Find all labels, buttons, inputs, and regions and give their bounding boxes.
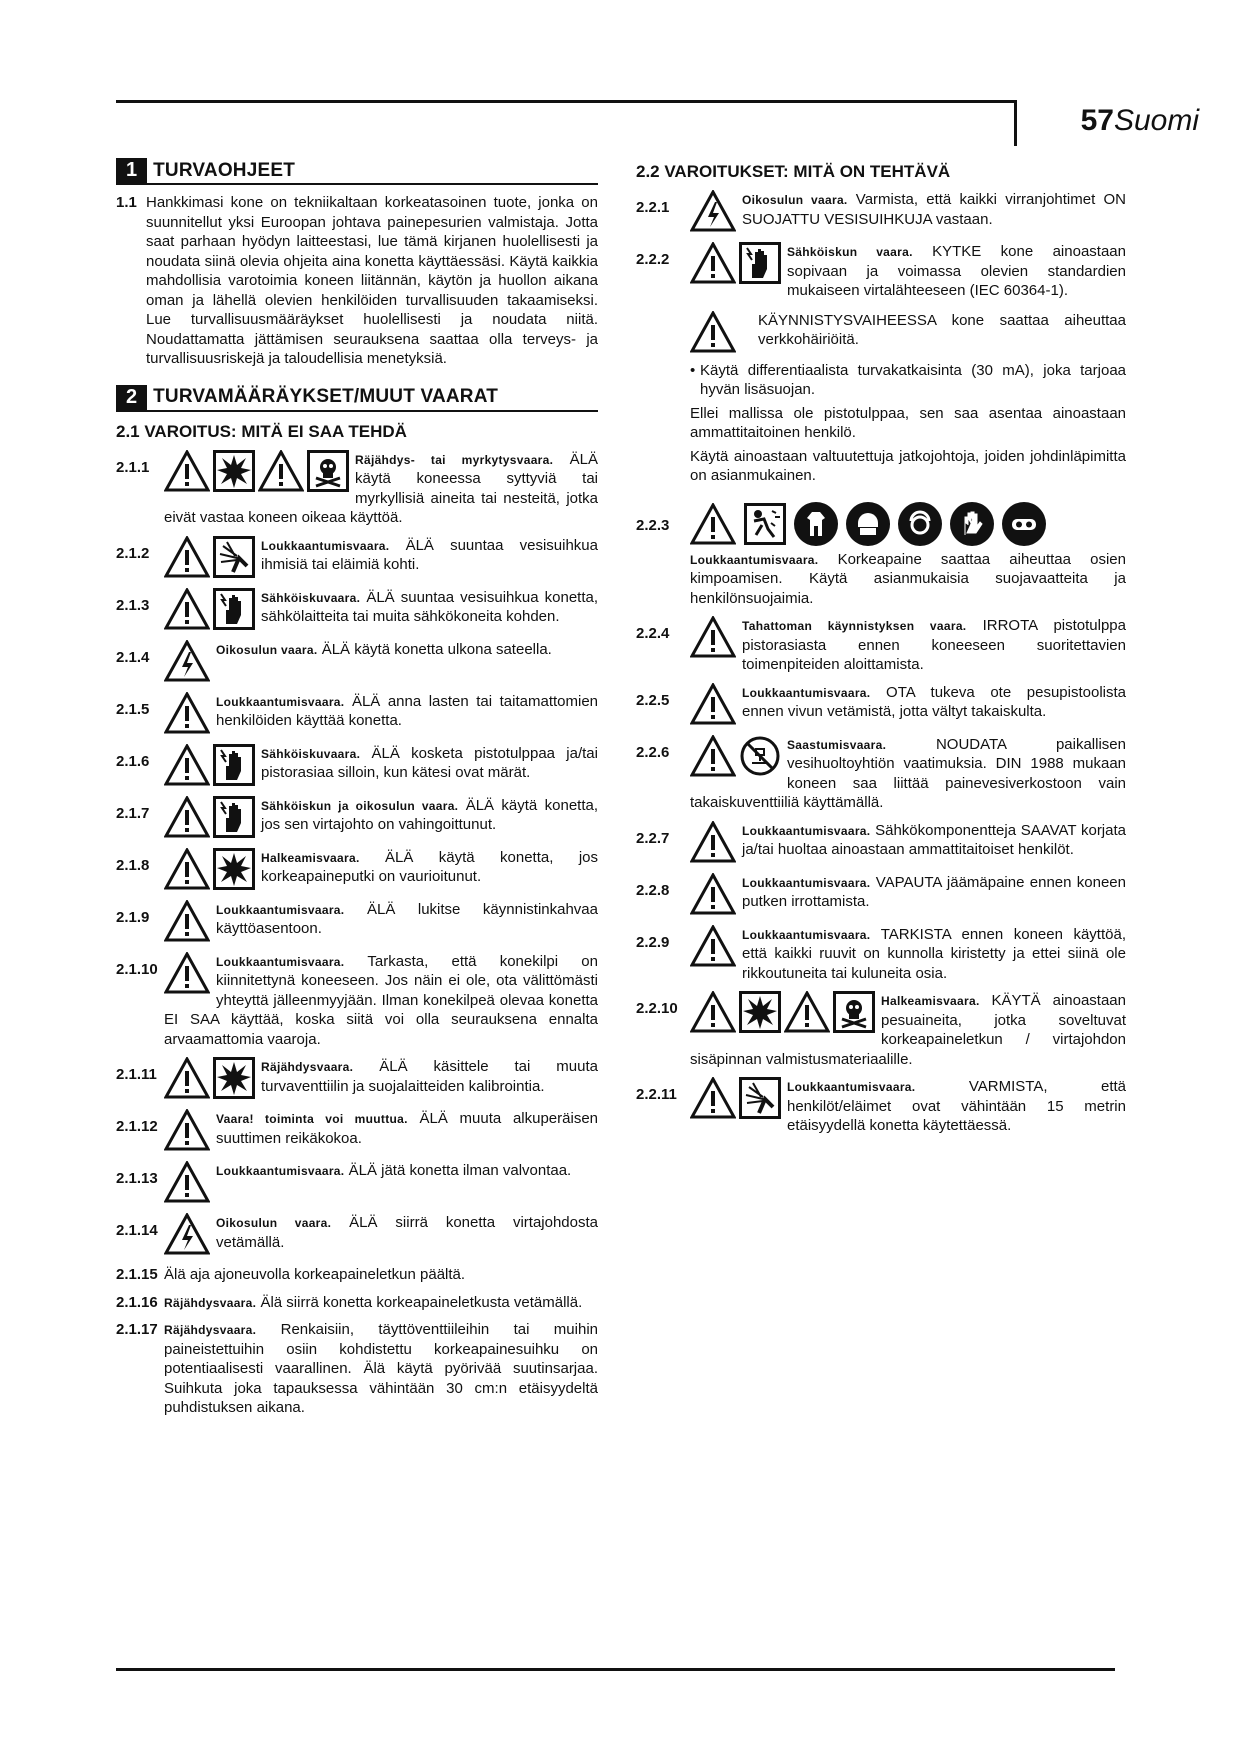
warning-triangle-icon xyxy=(164,952,210,994)
item-number: 2.1.17 xyxy=(116,1321,158,1338)
list-item xyxy=(636,496,1126,609)
left-item-list xyxy=(116,450,598,1418)
item-number: 2.2.7 xyxy=(636,829,670,847)
item-label: Loukkaantumisvaara. xyxy=(261,538,390,553)
list-item xyxy=(116,1213,598,1257)
plug-paragraph: Ellei mallissa ole pistotulppaa, sen saa asentaa ainoastaan ammattitaitoinen henkilö. xyxy=(690,404,1126,441)
electric-shock-triangle-icon xyxy=(164,1213,210,1255)
water-jet-injury-icon xyxy=(213,536,255,578)
safety-goggles-icon xyxy=(1002,502,1046,546)
item-text: TARKISTA ennen koneen käyttöä, että kaikki ruuvit on kunnolla kiristetty ja ettei siinä ole rikkoutuneita tai kuluneita osia. xyxy=(742,925,1126,982)
item-label: Halkeamisvaara. xyxy=(261,850,360,865)
item-label: Räjähdysvaara. xyxy=(261,1060,354,1074)
header-rule-tick xyxy=(1014,100,1017,146)
item-number: 2.1.4 xyxy=(116,648,150,666)
item-label: Oikosulun vaara. xyxy=(216,1216,332,1230)
list-item xyxy=(636,190,1126,234)
list-item xyxy=(116,1109,598,1153)
left-column xyxy=(116,158,598,1426)
item-text: ÄLÄ käytä koneessa syttyviä tai myrkyllisiä aineita tai nesteitä, jotka eivät vastaa koneen oikeaa käyttöä. xyxy=(164,450,599,526)
item-number: 2.1.3 xyxy=(116,596,150,614)
list-item xyxy=(116,796,598,840)
list-item xyxy=(636,735,1126,813)
subsection-2-2-title: 2.2 VAROITUKSET: MITÄ ON TEHTÄVÄ xyxy=(636,162,951,181)
item-number: 2.2.5 xyxy=(636,691,670,709)
item-label: Oikosulun vaara. xyxy=(216,642,318,657)
warning-triangle-icon xyxy=(164,744,210,786)
item-number: 2.2.4 xyxy=(636,625,670,642)
item-label: Sähköiskuvaara. xyxy=(261,746,361,761)
protective-clothing-icon xyxy=(794,502,838,546)
item-number: 2.2.2 xyxy=(636,251,670,268)
warning-triangle-icon xyxy=(690,683,736,725)
warning-triangle-icon xyxy=(164,450,210,492)
item-text: ÄLÄ käytä konetta ulkona sateella. xyxy=(321,640,552,658)
item-label: Loukkaantumisvaara. xyxy=(742,875,871,890)
item-number: 2.2.6 xyxy=(636,743,670,761)
item-text: VAPAUTA jäämäpaine ennen koneen putken irrottamista. xyxy=(742,873,1126,910)
warning-triangle-icon xyxy=(164,1057,210,1099)
hand-electric-shock-icon xyxy=(739,242,781,284)
page-number: 57 xyxy=(1080,104,1114,137)
item-label: Räjähdysvaara. xyxy=(164,1323,257,1337)
item-text: VARMISTA, että henkilöt/eläimet ovat vähintään 15 metrin etäisyydellä konetta käytettäessä. xyxy=(787,1078,1126,1134)
item-label: Loukkaantumisvaara. xyxy=(742,685,871,700)
item-number: 2.1.9 xyxy=(116,908,150,926)
right-item-list xyxy=(636,616,1126,1136)
item-label: Loukkaantumisvaara. xyxy=(216,902,345,917)
item-number: 2.1.7 xyxy=(116,804,150,822)
item-text: ÄLÄ suuntaa vesisuihkua ihmisiä tai eläimiä kohti. xyxy=(261,536,598,573)
item-text: ÄLÄ jätä konetta ilman valvontaa. xyxy=(348,1162,572,1179)
item-number: 2.2.9 xyxy=(636,933,670,951)
item-number: 2.1.12 xyxy=(116,1118,158,1135)
warning-triangle-icon xyxy=(690,503,736,545)
warning-triangle-icon xyxy=(690,873,736,915)
protective-gloves-icon xyxy=(950,502,994,546)
warning-triangle-icon xyxy=(164,900,210,942)
item-number: 2.1.5 xyxy=(116,700,150,718)
warning-triangle-icon xyxy=(690,616,736,658)
warning-triangle-icon xyxy=(784,991,830,1033)
intro-paragraph xyxy=(116,193,598,369)
startup-notice xyxy=(690,311,1126,355)
list-item xyxy=(116,1293,598,1313)
list-item xyxy=(116,692,598,736)
warning-triangle-icon xyxy=(690,1077,736,1119)
warning-triangle-icon xyxy=(258,450,304,492)
list-item xyxy=(116,744,598,788)
item-number: 2.1.14 xyxy=(116,1222,158,1239)
list-item xyxy=(636,873,1126,917)
list-item xyxy=(116,1320,598,1418)
item-number: 2.1.6 xyxy=(116,752,150,770)
face-shield-icon xyxy=(846,502,890,546)
subsection-2-1-title: 2.1 VAROITUS: MITÄ EI SAA TEHDÄ xyxy=(116,421,407,441)
bullet-text: Käytä differentiaalista turvakatkaisinta (30 mA), joka tarjoaa hyvän lisäsuojan. xyxy=(700,361,1126,398)
item-text: Tarkasta, että konekilpi on kiinnitettynä koneeseen. Jos näin ei ole, ota välittömästi yhteyttä jälleenmyyjään. Ilman konekilpeä olevaa konetta EI SAA käyttää, koska siitä voi olla seurauksena ennalta arvaamattomia vaaroja. xyxy=(164,952,598,1048)
item-number: 2.2.1 xyxy=(636,199,670,216)
hand-electric-shock-icon xyxy=(213,744,255,786)
item-number: 2.1.1 xyxy=(116,458,150,476)
warning-triangle-icon xyxy=(164,536,210,578)
list-item xyxy=(636,242,1126,301)
warning-triangle-icon xyxy=(690,242,736,284)
section-2-number: 2 xyxy=(116,385,147,410)
item-label: Tahattoman käynnistyksen vaara. xyxy=(742,619,967,633)
item-text: OTA tukeva ote pesupistoolista ennen vivun vetämistä, jotta vältyt takaiskulta. xyxy=(742,683,1127,720)
item-number: 2.2.3 xyxy=(636,516,670,534)
extension-paragraph: Käytä ainoastaan valtuutettuja jatkojohtoja, joiden johdinläpimitta on asianmukainen. xyxy=(690,447,1126,484)
item-text: Korkeapaine saattaa aiheuttaa osien kimpoamisen. Käytä asianmukaisia suojavaatteita ja henkilönsuojaimia. xyxy=(690,550,1126,607)
list-item xyxy=(116,536,598,580)
section-2-heading xyxy=(116,385,598,412)
item-label: Sähköiskun vaara. xyxy=(787,245,913,259)
warning-triangle-icon xyxy=(164,1109,210,1151)
explosion-icon xyxy=(213,450,255,492)
list-item xyxy=(116,640,598,684)
item-text: ÄLÄ käytä konetta, jos korkeapaineputki on vaurioitunut. xyxy=(261,848,598,885)
item-number: 2.1.13 xyxy=(116,1170,158,1187)
warning-triangle-icon xyxy=(690,735,736,777)
item-text: Sähkökomponentteja SAAVAT korjata ja/tai huoltaa ainoastaan ammattitaitoiset henkilöt. xyxy=(742,821,1126,858)
list-item xyxy=(636,821,1126,865)
item-number: 2.1.15 xyxy=(116,1266,158,1283)
item-label: Oikosulun vaara. xyxy=(742,193,848,207)
item-text: ÄLÄ käsittele tai muuta turvaventtiilin ja suojalaitteiden kalibrointia. xyxy=(261,1058,598,1095)
item-label: Sähköiskun ja oikosulun vaara. xyxy=(261,798,459,813)
explosion-icon xyxy=(213,1057,255,1099)
item-text: IRROTA pistotulppa pistorasiasta ennen koneeseen suoritettavien toimenpiteiden aloittamista. xyxy=(742,617,1126,673)
item-text: ÄLÄ muuta alkuperäisen suuttimen reikäkokoa. xyxy=(216,1110,599,1147)
bullet-item xyxy=(690,361,1126,400)
item-text: ÄLÄ anna lasten tai taitamattomien henkilöiden käyttää konetta. xyxy=(216,692,599,729)
warning-triangle-icon xyxy=(164,692,210,734)
list-item xyxy=(116,900,598,944)
warning-triangle-icon xyxy=(690,821,736,863)
list-item xyxy=(636,1077,1126,1136)
intro-text: Hankkimasi kone on tekniikaltaan korkeatasoinen tuote, jonka on suunnitellut yksi Euroopan johtava painepesurien valmistaja. Jotta saat parhaan hyödyn laitteestasi, lue tämä kirjanen huolellisesti ja noudata siinä olevia ohjeita aina konetta käyttäessäsi. Käytä kaikkia mahdollisia varotoimia koneen liitännän, käytön ja huollon aikana oman ja lähellä olevien henkilöiden turvallisuuden takaamiseksi. Lue turvallisuusmääräykset huolellisesti ja noudata niitä. Noudattamatta jättämisen seurauksena saattaa olla terveys- ja turvallisuusriskejä ja taloudellisia menetyksiä. xyxy=(146,194,598,367)
warning-triangle-icon xyxy=(164,796,210,838)
section-1-number: 1 xyxy=(116,158,147,183)
list-item xyxy=(116,1161,598,1205)
item-text: Älä siirrä konetta korkeapaineletkusta vetämällä. xyxy=(260,1293,583,1311)
item-label: Loukkaantumisvaara. xyxy=(690,552,819,567)
page-header xyxy=(1081,104,1199,138)
item-label: Loukkaantumisvaara. xyxy=(216,1164,345,1178)
list-item xyxy=(636,616,1126,675)
warning-triangle-icon xyxy=(690,925,736,967)
item-number: 2.2.8 xyxy=(636,881,670,899)
item-text: KYTKE kone ainoastaan sopivaan ja voimassa olevien standardien mukaiseen virtalähteeseen (IEC 60364-1). xyxy=(787,243,1126,299)
list-item xyxy=(116,848,598,892)
ppe-icon-row xyxy=(690,502,1126,546)
list-item xyxy=(116,1265,598,1285)
item-label: Loukkaantumisvaara. xyxy=(742,823,871,838)
item-label: Vaara! toiminta voi muuttua. xyxy=(216,1112,408,1126)
item-number: 2.1.16 xyxy=(116,1293,158,1311)
item-text: ÄLÄ lukitse käynnistinkahvaa käyttöasentoon. xyxy=(216,900,598,937)
right-column xyxy=(636,158,1126,1144)
section-1-heading xyxy=(116,158,598,185)
item-text: ÄLÄ suuntaa vesisuihkua konetta, sähkölaitteita tai muita sähkökoneita kohden. xyxy=(261,588,599,625)
skull-crossbones-icon xyxy=(833,991,875,1033)
intro-number: 1.1 xyxy=(116,194,137,211)
list-item xyxy=(116,588,598,632)
hand-electric-shock-icon xyxy=(213,588,255,630)
warning-triangle-icon xyxy=(690,311,736,353)
item-text: ÄLÄ siirrä konetta virtajohdosta vetämällä. xyxy=(216,1214,598,1251)
electric-shock-triangle-icon xyxy=(164,640,210,682)
item-text: ÄLÄ kosketa pistotulppaa ja/tai pistorasiaa silloin, kun kätesi ovat märät. xyxy=(261,744,598,781)
skull-crossbones-icon xyxy=(307,450,349,492)
bullet-dot: • xyxy=(690,361,696,379)
footer-rule xyxy=(116,1668,1115,1671)
item-text: Renkaisiin, täyttöventtiileihin tai muihin paineistettuihin osiin kohdistettu korkeapainesuihku on potentiaalisesti vaarallinen. Älä käytä pyörivää suutinsarjaa. Suihkuta joka tapauksessa vähintään 30 cm:n etäisyydeltä puhdistuksen aikana. xyxy=(164,1321,598,1416)
item-text: KÄYTÄ ainoastaan pesuaineita, jotka soveltuvat korkeapaineletkun / virtajohdon sisäpinnan valmistusmateriaalille. xyxy=(690,992,1126,1068)
warning-triangle-icon xyxy=(164,848,210,890)
electric-shock-triangle-icon xyxy=(690,190,736,232)
ear-protection-icon xyxy=(898,502,942,546)
item-text: ÄLÄ käytä konetta, jos sen virtajohto on vahingoittunut. xyxy=(261,796,599,833)
item-number: 2.1.2 xyxy=(116,544,150,562)
header-rule xyxy=(116,100,1016,103)
explosion-icon xyxy=(739,991,781,1033)
list-item xyxy=(636,925,1126,984)
explosion-icon xyxy=(213,848,255,890)
item-number: 2.2.10 xyxy=(636,1000,678,1017)
item-text: Älä aja ajoneuvolla korkeapaineletkun päältä. xyxy=(164,1266,466,1283)
item-label: Loukkaantumisvaara. xyxy=(216,954,345,969)
section-1-title: TURVAOHJEET xyxy=(153,159,296,181)
item-label: Räjähdysvaara. xyxy=(164,1295,257,1310)
item-number: 2.2.11 xyxy=(636,1086,677,1103)
item-label: Loukkaantumisvaara. xyxy=(742,927,871,942)
list-item xyxy=(116,450,598,528)
list-item xyxy=(116,952,598,1050)
item-label: Sähköiskuvaara. xyxy=(261,590,361,605)
list-item xyxy=(636,991,1126,1069)
item-label: Saastumisvaara. xyxy=(787,737,887,752)
item-number: 2.1.8 xyxy=(116,856,150,874)
hand-electric-shock-icon xyxy=(213,796,255,838)
item-text: NOUDATA paikallisen vesihuoltoyhtiön vaatimuksia. DIN 1988 mukaan koneen saa liittää painevesiverkostoon vain takaiskuventtiiliä käyttämällä. xyxy=(690,735,1126,811)
section-2-title: TURVAMÄÄRÄYKSET/MUUT VAARAT xyxy=(153,386,499,407)
item-number: 2.1.11 xyxy=(116,1066,157,1083)
warning-triangle-icon xyxy=(690,991,736,1033)
no-pollution-circle-icon xyxy=(739,735,781,777)
item-number: 2.1.10 xyxy=(116,960,158,978)
notice-text: KÄYNNISTYSVAIHEESSA kone saattaa aiheuttaa verkkohäiriöitä. xyxy=(758,311,1126,348)
list-item xyxy=(116,1057,598,1101)
item-label: Räjähdys- tai myrkytysvaara. xyxy=(355,452,554,467)
list-item xyxy=(636,683,1126,727)
item-label: Loukkaantumisvaara. xyxy=(216,694,345,709)
water-jet-injury-icon xyxy=(739,1077,781,1119)
warning-triangle-icon xyxy=(164,588,210,630)
warning-triangle-icon xyxy=(164,1161,210,1203)
item-text: Varmista, että kaikki virranjohtimet ON SUOJATTU VESISUIHKUJA vastaan. xyxy=(742,191,1126,228)
page-language: Suomi xyxy=(1113,104,1199,137)
flying-debris-icon xyxy=(744,503,786,545)
item-label: Halkeamisvaara. xyxy=(881,994,980,1008)
item-label: Loukkaantumisvaara. xyxy=(787,1080,916,1094)
